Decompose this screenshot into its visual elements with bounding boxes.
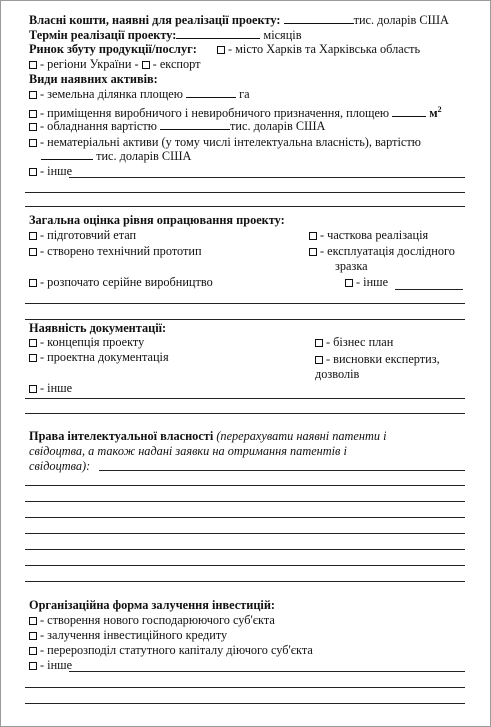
market-row [29,42,420,56]
docs-other-label: - інше [40,381,73,395]
org-option-row [29,643,313,657]
org-line[interactable] [25,703,465,704]
ip-line[interactable] [25,485,465,486]
checkbox-intangible[interactable] [29,139,37,147]
eval-prototype-row [29,244,202,258]
checkbox-pilot[interactable] [309,248,317,256]
docs-expert-label: - висновки експертиз, [326,352,440,366]
docs-design-row [29,350,169,364]
land-area-field[interactable] [186,87,236,98]
eval-partial-row [309,228,428,242]
eval-other-line[interactable] [395,289,463,290]
docs-line[interactable] [25,398,465,399]
eval-other-row [345,275,388,289]
checkbox-prep[interactable] [29,232,37,240]
assets-intangible-row [29,135,421,149]
assets-premises-unit: м [429,106,438,121]
docs-concept-label: - концепція проекту [40,335,145,349]
org-option-capital: - перерозподіл статутного капіталу діючого суб'єкта [40,643,313,657]
assets-intangible-label: - нематеріальні активи (у тому числі інтелектуальна власність), вартістю [40,135,421,149]
assets-land-label: - земельна ділянка площею [40,87,183,101]
checkbox-premises[interactable] [29,110,37,118]
org-option-new-entity: - створення нового господарюючого суб'єкта [40,613,275,627]
ip-note-2: свідоцтва, а також надані заявки на отримання патентів і [29,444,347,458]
org-option-other: - інше [40,658,73,672]
checkbox-new-entity[interactable] [29,617,37,625]
assets-equipment-row [29,119,325,133]
ip-note-1: (перерахувати наявні патенти і [216,429,387,443]
eval-pilot-row [309,244,455,258]
funds-unit: тис. доларів США [353,13,449,27]
ip-line[interactable] [25,565,465,566]
ip-line[interactable] [25,581,465,582]
docs-business-label: - бізнес план [326,335,394,349]
eval-pilot-label: - експлуатація дослідного [320,244,455,258]
funds-field[interactable] [284,13,354,24]
assets-land-unit: га [239,87,250,101]
docs-expert-row [315,352,440,366]
assets-line[interactable] [25,206,465,207]
ip-heading [29,429,473,443]
assets-premises-label: - приміщення виробничого і невиробничого призначення, площею [40,106,390,121]
market-option-regions: - регіони України - [40,57,139,71]
assets-other-label: - інше [40,164,73,178]
docs-line[interactable] [25,413,465,414]
checkbox-regions[interactable] [29,61,37,69]
docs-business-row [315,335,393,349]
assets-premises-sup: 2 [437,105,442,114]
intangible-value-field[interactable] [41,149,93,160]
checkbox-export[interactable] [142,61,150,69]
checkbox-partial[interactable] [309,232,317,240]
checkbox-assets-other[interactable] [29,168,37,176]
funds-label [29,13,449,27]
eval-pilot-label-2: зразка [335,259,368,273]
evaluation-title: Загальна оцінка рівня опрацювання проекту: [29,213,285,227]
ip-line[interactable] [99,470,465,471]
market-row-2 [29,57,201,71]
org-line[interactable] [25,687,465,688]
eval-serial-row [29,275,213,289]
docs-concept-row [29,335,144,349]
eval-serial-label: - розпочато серійне виробництво [40,275,213,289]
assets-title: Види наявних активів: [29,72,158,86]
checkbox-capital[interactable] [29,647,37,655]
checkbox-serial[interactable] [29,279,37,287]
checkbox-concept[interactable] [29,339,37,347]
term-label [29,28,302,42]
eval-prep-label: - підготовчий етап [40,228,137,242]
funds-label-text: Власні кошти, наявні для реалізації проекту: [29,13,281,27]
term-unit: місяців [263,28,302,42]
term-field[interactable] [176,28,260,39]
ip-line[interactable] [25,549,465,550]
checkbox-org-other[interactable] [29,662,37,670]
ip-line[interactable] [25,517,465,518]
checkbox-land[interactable] [29,91,37,99]
docs-other-row [29,381,72,395]
assets-equipment-unit: тис. доларів США [230,119,326,133]
checkbox-eval-other[interactable] [345,279,353,287]
checkbox-design-docs[interactable] [29,354,37,362]
eval-line[interactable] [25,303,465,304]
checkbox-kharkiv[interactable] [217,46,225,54]
org-other-line[interactable] [69,671,465,672]
eval-prototype-label: - створено технічний прототип [40,244,202,258]
assets-intangible-unit: тис. доларів США [96,149,192,163]
checkbox-equipment[interactable] [29,123,37,131]
market-option-kharkiv: - місто Харків та Харківська область [227,42,421,56]
checkbox-credit[interactable] [29,632,37,640]
checkbox-prototype[interactable] [29,248,37,256]
ip-line[interactable] [25,501,465,502]
ip-note-3: свідоцтва): [29,459,91,473]
assets-premises-row [29,103,442,120]
assets-other-row [29,164,72,178]
assets-intangible-row-2 [41,149,191,163]
org-option-row [29,658,72,672]
checkbox-docs-other[interactable] [29,385,37,393]
checkbox-expertise[interactable] [315,356,323,364]
market-label: Ринок збуту продукції/послуг: [29,42,197,56]
org-option-row [29,628,227,642]
term-label-text: Термін реалізації проекту: [29,28,177,42]
eval-line[interactable] [25,319,465,320]
eval-prep-row [29,228,136,242]
equipment-value-field[interactable] [160,119,230,130]
eval-partial-label: - часткова реалізація [320,228,429,242]
assets-line[interactable] [25,192,465,193]
assets-land-row [29,87,250,101]
checkbox-business-plan[interactable] [315,339,323,347]
org-title: Організаційна форма залучення інвестицій: [29,598,275,612]
assets-equipment-label: - обладнання вартістю [40,119,157,133]
docs-title: Наявність документації: [29,321,167,335]
ip-note-3-row [29,459,90,473]
docs-expert-label-2: дозволів [315,367,360,381]
docs-design-label: - проектна документація [40,350,169,364]
org-option-credit: - залучення інвестиційного кредиту [40,628,228,642]
market-option-export: - експорт [152,57,201,71]
org-option-row [29,613,275,627]
ip-line[interactable] [25,533,465,534]
premises-area-field[interactable] [392,106,426,117]
assets-other-line[interactable] [69,177,465,178]
eval-other-label: - інше [356,275,389,289]
ip-title: Права інтелектуальної власності [29,429,214,443]
